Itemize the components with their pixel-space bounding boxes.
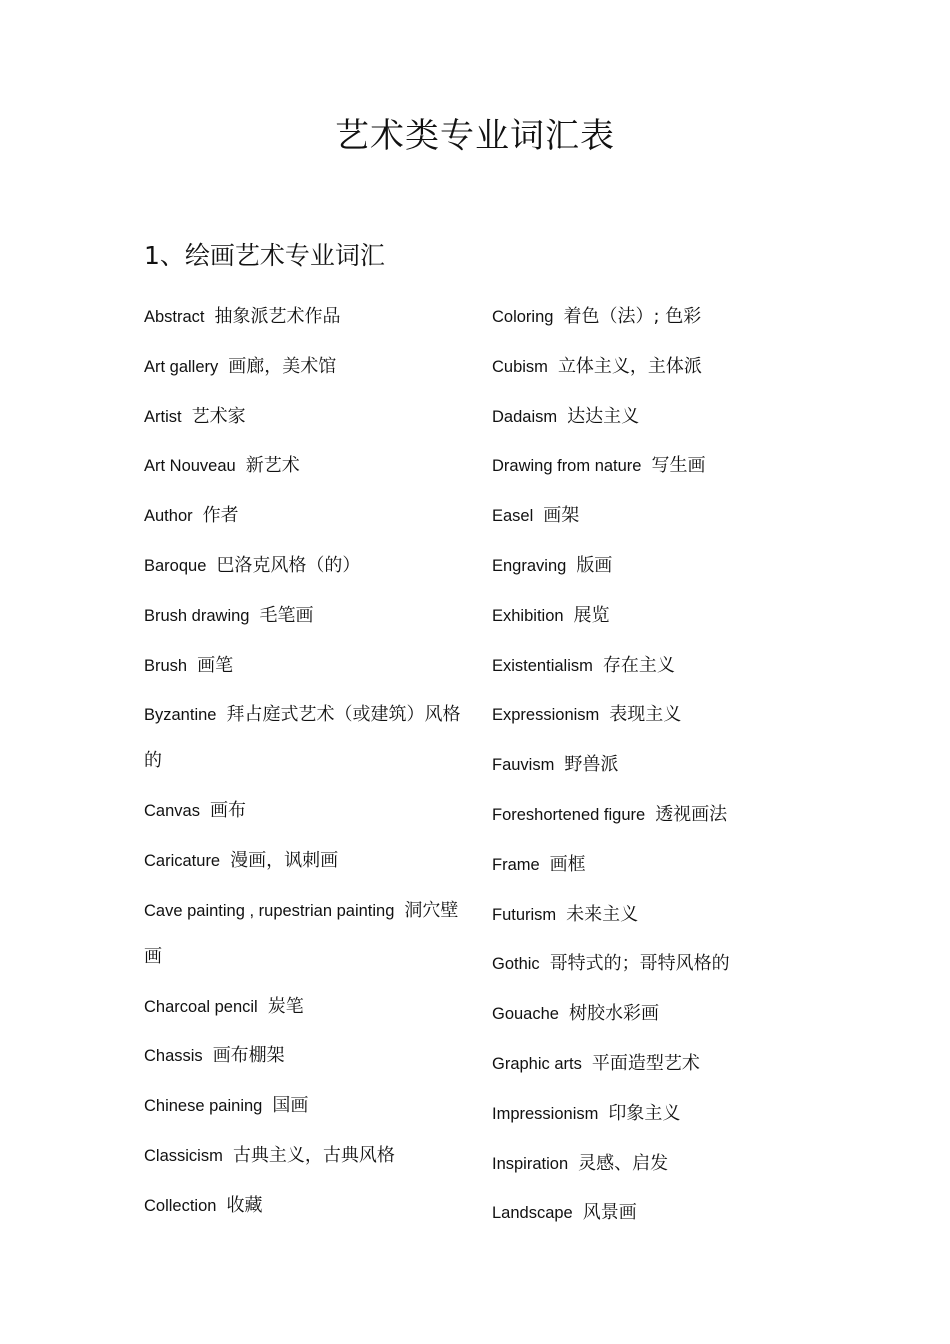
- entry-term: Gouache: [492, 1005, 559, 1024]
- entry-term: Fauvism: [492, 756, 555, 775]
- entry-definition: 印象主义: [608, 1102, 681, 1124]
- entry-term: Expressionism: [492, 706, 600, 725]
- entry-definition: 展览: [573, 604, 610, 626]
- vocabulary-entry: [492, 892, 802, 938]
- vocabulary-entry: [492, 543, 802, 589]
- entry-term: Easel: [492, 507, 534, 526]
- entry-term: Art Nouveau: [144, 457, 236, 476]
- entry-definition: 表现主义: [609, 704, 682, 726]
- entry-term: Caricature: [144, 851, 221, 870]
- entry-definition: 画笔: [197, 654, 234, 676]
- vocabulary-entry: [144, 593, 464, 639]
- entry-definition: 立体主义，主体派: [557, 355, 702, 377]
- entry-definition: 新艺术: [245, 455, 300, 477]
- entry-term: Inspiration: [492, 1154, 569, 1173]
- entry-definition: 灵感、启发: [578, 1152, 669, 1174]
- entry-term: Art gallery: [144, 357, 219, 376]
- vocabulary-entry: [144, 984, 464, 1030]
- vocabulary-entry: [144, 443, 464, 489]
- entry-definition: 版画: [576, 554, 613, 576]
- entry-term: Futurism: [492, 905, 557, 924]
- vocabulary-entry: [144, 1183, 464, 1229]
- vocabulary-entry: [144, 543, 464, 589]
- vocabulary-entry: [492, 294, 802, 340]
- entry-term: Dadaism: [492, 407, 558, 426]
- entry-definition: 洞穴壁画: [144, 899, 459, 967]
- entry-definition: 国画: [272, 1095, 309, 1117]
- vocabulary-entry: [492, 1141, 802, 1187]
- entry-term: Graphic arts: [492, 1054, 582, 1073]
- entry-definition: 达达主义: [567, 405, 640, 427]
- entry-term: Impressionism: [492, 1104, 599, 1123]
- entry-definition: 未来主义: [566, 903, 639, 925]
- vocabulary-entry: [492, 443, 802, 489]
- vocabulary-entry: [144, 888, 464, 980]
- vocabulary-entry: [144, 692, 464, 784]
- vocabulary-entry: [492, 394, 802, 440]
- entry-definition: 写生画: [651, 455, 706, 477]
- vocabulary-entry: [492, 1190, 802, 1236]
- entry-definition: 毛笔画: [259, 604, 314, 626]
- vocabulary-entry: [144, 643, 464, 689]
- entry-term: Gothic: [492, 955, 540, 974]
- vocabulary-entry: [492, 1041, 802, 1087]
- entry-definition: 存在主义: [602, 654, 675, 676]
- entry-definition: 画布: [209, 800, 246, 822]
- entry-definition: 画框: [549, 853, 586, 875]
- entry-definition: 巴洛克风格（的）: [216, 554, 361, 576]
- entry-definition: 树胶水彩画: [568, 1003, 659, 1025]
- entry-term: Brush: [144, 656, 188, 675]
- entry-term: Existentialism: [492, 656, 593, 675]
- document-title: 艺术类专业词汇表: [335, 116, 615, 156]
- entry-term: Charcoal pencil: [144, 997, 258, 1016]
- vocabulary-entry: [492, 593, 802, 639]
- entry-definition: 抽象派艺术作品: [214, 306, 341, 327]
- vocabulary-entry: [144, 344, 464, 390]
- vocabulary-entry: [492, 344, 802, 390]
- entry-definition: 拜占庭式艺术（或建筑）风格的: [144, 704, 461, 772]
- entry-term: Collection: [144, 1196, 217, 1215]
- entry-definition: 哥特式的；哥特风格的: [549, 953, 730, 975]
- vocabulary-entry: [144, 493, 464, 539]
- entry-definition: 着色（法）; 色彩: [563, 306, 702, 327]
- entry-term: Classicism: [144, 1146, 223, 1165]
- entry-term: Chinese paining: [144, 1097, 263, 1116]
- vocabulary-entry: [144, 394, 464, 440]
- vocabulary-entry: [144, 1083, 464, 1129]
- entry-definition: 透视画法: [655, 803, 728, 825]
- entry-term: Landscape: [492, 1204, 573, 1223]
- vocabulary-entry: [492, 842, 802, 888]
- entry-definition: 平面造型艺术: [591, 1052, 700, 1074]
- vocabulary-entry: [492, 692, 802, 738]
- vocabulary-entry: [144, 1033, 464, 1079]
- vocabulary-entry: [144, 294, 464, 340]
- entry-term: Brush drawing: [144, 606, 250, 625]
- entry-term: Canvas: [144, 802, 200, 821]
- entry-definition: 画廊，美术馆: [228, 355, 337, 377]
- vocabulary-entry: [492, 643, 802, 689]
- entry-term: Cave painting , rupestrian painting: [144, 901, 395, 920]
- entry-term: Engraving: [492, 556, 567, 575]
- entry-definition: 收藏: [226, 1194, 263, 1216]
- entry-term: Byzantine: [144, 706, 217, 725]
- entry-term: Baroque: [144, 556, 207, 575]
- entry-term: Chassis: [144, 1047, 203, 1066]
- vocabulary-entry: [492, 493, 802, 539]
- entry-term: Author: [144, 507, 193, 526]
- vocabulary-entry: [492, 742, 802, 788]
- entry-definition: 古典主义，古典风格: [232, 1144, 395, 1166]
- section-heading: 1、绘画艺术专业词汇: [144, 241, 385, 270]
- entry-definition: 作者: [202, 505, 239, 527]
- entry-definition: 风景画: [582, 1202, 637, 1224]
- entry-term: Cubism: [492, 357, 548, 376]
- vocabulary-column-left: [144, 294, 464, 1233]
- vocabulary-column-right: [492, 294, 802, 1240]
- entry-definition: 炭笔: [267, 995, 304, 1017]
- vocabulary-entry: [492, 941, 802, 987]
- vocabulary-entry: [144, 788, 464, 834]
- entry-definition: 艺术家: [191, 405, 246, 427]
- entry-definition: 漫画，讽刺画: [230, 849, 339, 871]
- vocabulary-entry: [144, 838, 464, 884]
- entry-definition: 野兽派: [564, 754, 619, 776]
- entry-definition: 画架: [543, 505, 580, 527]
- vocabulary-entry: [492, 1091, 802, 1137]
- entry-term: Coloring: [492, 308, 554, 326]
- entry-term: Foreshortened figure: [492, 805, 646, 824]
- vocabulary-entry: [144, 1133, 464, 1179]
- entry-term: Drawing from nature: [492, 457, 642, 476]
- vocabulary-entry: [492, 991, 802, 1037]
- entry-term: Artist: [144, 407, 182, 426]
- entry-term: Abstract: [144, 308, 205, 326]
- entry-term: Frame: [492, 855, 540, 874]
- vocabulary-entry: [492, 792, 802, 838]
- entry-term: Exhibition: [492, 606, 564, 625]
- entry-definition: 画布棚架: [212, 1045, 285, 1067]
